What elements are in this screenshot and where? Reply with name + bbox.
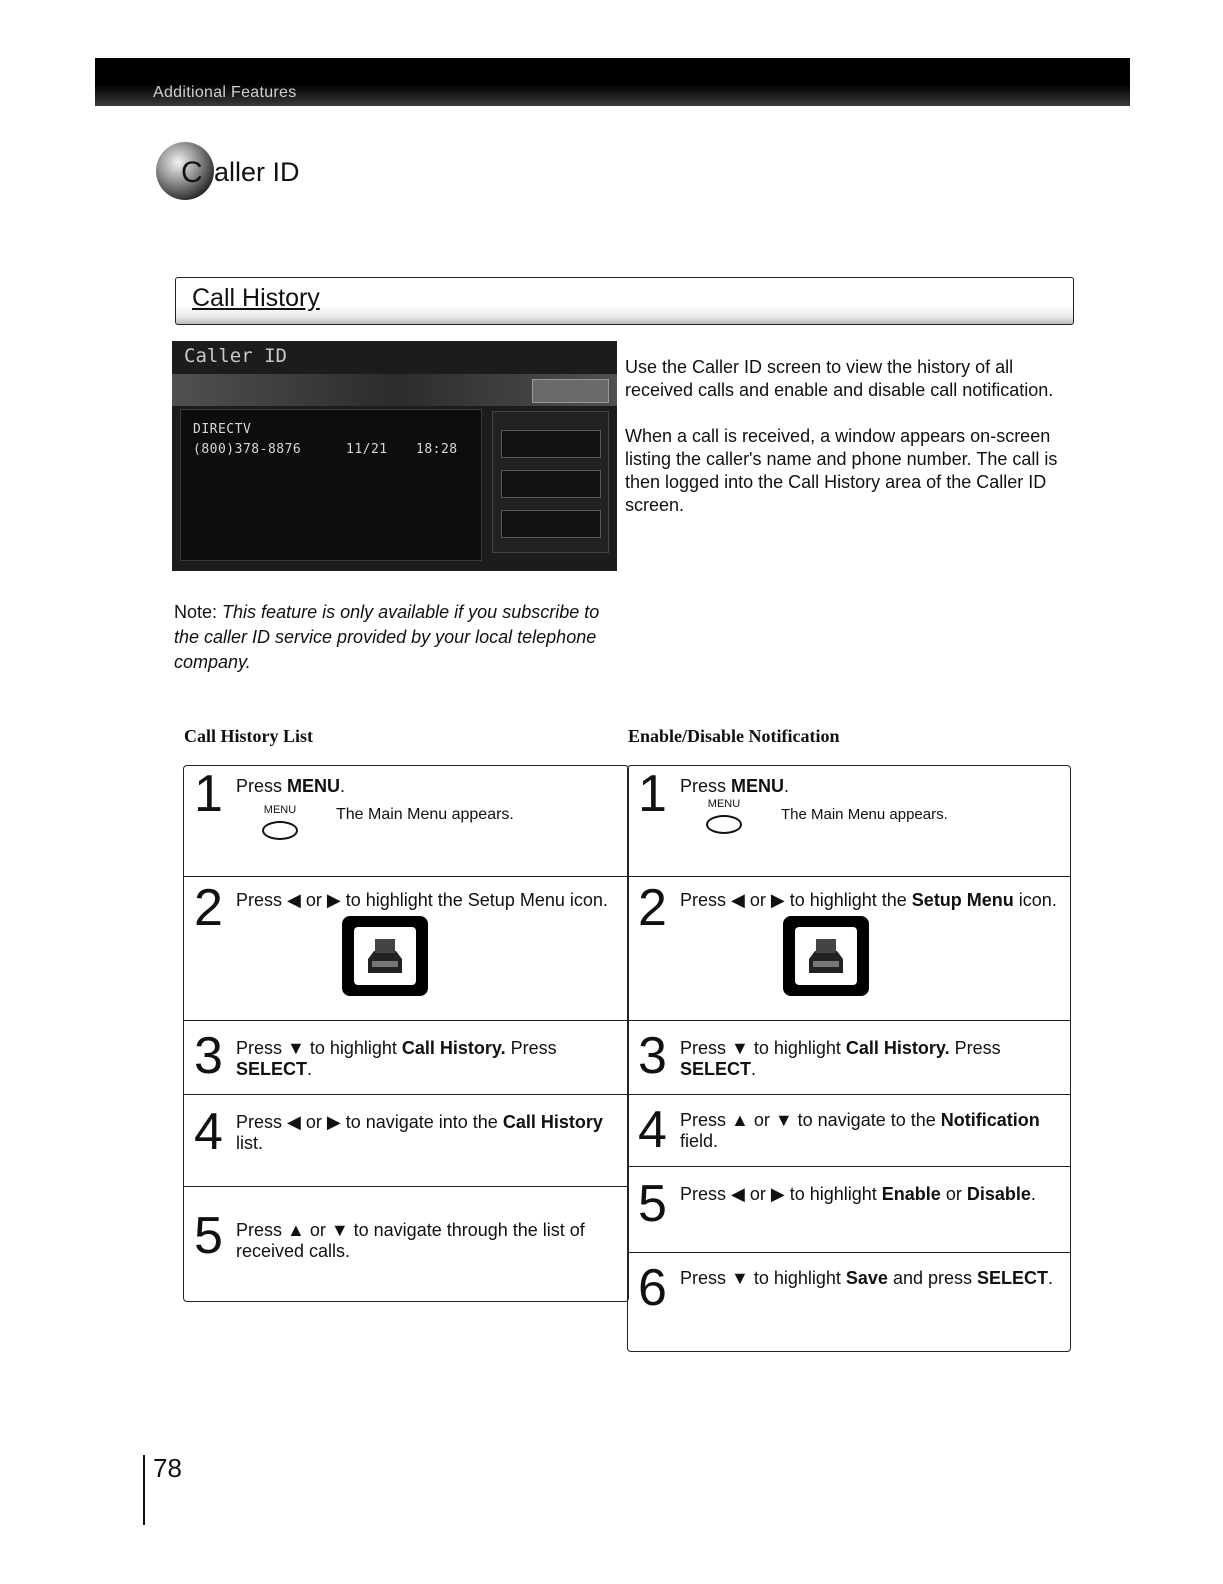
step-number: 3	[194, 1027, 223, 1085]
menu-button-icon: MENU	[706, 798, 742, 834]
tv-tab-highlight	[532, 379, 609, 403]
step-text: Press ▲ or ▼ to navigate to the Notification field.	[680, 1110, 1040, 1151]
step-row	[628, 1020, 1070, 1095]
step-row	[628, 1252, 1070, 1348]
step-text: Press ▲ or ▼ to navigate through the list of received calls.	[236, 1220, 585, 1261]
tv-field	[501, 510, 601, 538]
step-row	[184, 1094, 628, 1187]
step-row	[628, 1166, 1070, 1253]
tv-call-list	[180, 409, 482, 561]
step-text: Press ◀ or ▶ to highlight Enable or Disable.	[680, 1184, 1036, 1204]
tv-caller-name: DIRECTV	[193, 422, 252, 437]
intro-text	[625, 356, 1070, 540]
tv-call-date: 11/21	[346, 442, 388, 457]
note-text: This feature is only available if you subscribe to the caller ID service provided by your local telephone company.	[174, 602, 600, 672]
tv-screen-title: Caller ID	[184, 345, 287, 367]
right-column-heading: Enable/Disable Notification	[628, 726, 840, 746]
section-label: Additional Features	[153, 84, 297, 101]
setup-menu-icon	[342, 916, 428, 996]
step-row	[184, 876, 628, 1021]
step-row	[628, 876, 1070, 1021]
step-row	[184, 1186, 628, 1298]
step-caption: The Main Menu appears.	[336, 806, 514, 823]
step-number: 3	[638, 1027, 667, 1085]
page-heading	[156, 142, 300, 200]
step-text: Press ▼ to highlight Call History. Press SELECT.	[236, 1038, 557, 1079]
title-initial: C	[181, 156, 203, 189]
step-text: Press ▼ to highlight Call History. Press SELECT.	[680, 1038, 1001, 1079]
menu-button-icon: MENU	[262, 804, 298, 840]
step-number: 2	[194, 879, 223, 937]
page-number: 78	[143, 1455, 182, 1525]
left-steps-table	[183, 765, 629, 1302]
intro-paragraph: When a call is received, a window appears on-screen listing the caller's name and phone number. The call is then logged into the Call History area of the Caller ID screen.	[625, 426, 1058, 515]
tv-caller-number: (800)378-8876	[193, 442, 302, 457]
step-text: Press ▼ to highlight Save and press SELECT.	[680, 1268, 1054, 1288]
step-caption: The Main Menu appears.	[781, 806, 948, 823]
step-text: Press ◀ or ▶ to highlight the Setup Menu icon.	[236, 890, 608, 910]
step-number: 4	[638, 1101, 667, 1159]
tv-field	[501, 470, 601, 498]
step-number: 6	[638, 1259, 667, 1317]
step-text: Press ◀ or ▶ to highlight the Setup Menu icon.	[680, 890, 1057, 910]
step-text: Press MENU.	[680, 776, 790, 796]
section-title: Call History	[192, 284, 320, 312]
tv-field	[501, 430, 601, 458]
step-number: 5	[638, 1175, 667, 1233]
note	[174, 600, 614, 675]
tv-side-panel	[492, 411, 609, 553]
step-row	[628, 766, 1070, 877]
step-number: 1	[638, 765, 667, 823]
step-text: Press MENU.	[236, 776, 346, 796]
step-row	[628, 1094, 1070, 1167]
tv-call-time: 18:28	[416, 442, 458, 457]
caller-id-screenshot	[172, 341, 617, 571]
note-label: Note:	[174, 602, 218, 622]
header-bar	[95, 58, 1130, 106]
step-row	[184, 766, 628, 877]
step-number: 2	[638, 879, 667, 937]
heading-badge-icon	[156, 142, 214, 200]
section-header-box	[175, 277, 1074, 325]
step-row	[184, 1020, 628, 1095]
step-number: 4	[194, 1103, 223, 1161]
setup-menu-icon	[783, 916, 869, 996]
intro-paragraph: Use the Caller ID screen to view the history of all received calls and enable and disable call notification.	[625, 357, 1054, 400]
step-number: 5	[194, 1207, 223, 1265]
left-column-heading: Call History List	[184, 726, 313, 746]
step-text: Press ◀ or ▶ to navigate into the Call History list.	[236, 1112, 603, 1153]
page-title: aller ID	[214, 156, 300, 187]
right-steps-table	[627, 765, 1071, 1352]
step-number: 1	[194, 765, 223, 823]
